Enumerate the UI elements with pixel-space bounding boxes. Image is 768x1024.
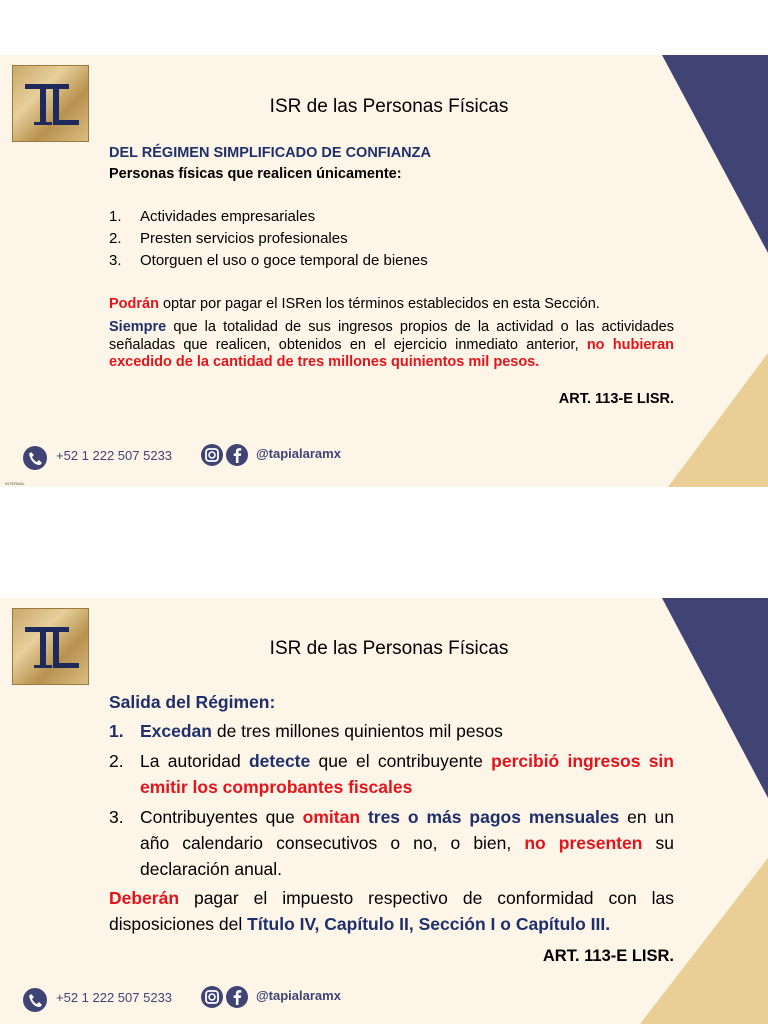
instagram-icon[interactable] [201, 444, 223, 466]
article-reference: ART. 113-E LISR. [558, 391, 674, 407]
regime-heading: DEL RÉGIMEN SIMPLIFICADO DE CONFIANZA [109, 145, 431, 161]
list-item: 2. La autoridad detecte que el contribuyente percibió ingresos sin emitir los comprobantes fiscales [109, 751, 674, 797]
exit-conditions-list [109, 718, 674, 886]
regime-subheading: Personas físicas que realicen únicamente: [109, 166, 402, 182]
list-item: 1. Actividades empresariales [109, 208, 316, 225]
condition-paragraph: Siempre que la totalidad de sus ingresos propios de la actividad o las actividades señaladas que realicen, obtenidos en el ejercicio inmediato anterior, no hubieran excedido de la cantidad de tres millones quinientos mil pesos. [109, 319, 674, 370]
phone-number: +52 1 222 507 5233 [56, 448, 173, 463]
phone-number: +52 1 222 507 5233 [56, 990, 173, 1005]
slide-title: ISR de las Personas Físicas [269, 638, 509, 659]
social-handle[interactable]: @tapialaramx [256, 446, 341, 461]
phone-icon [23, 988, 47, 1012]
list-item: 2. Presten servicios profesionales [109, 230, 348, 247]
footer [0, 443, 768, 473]
list-item: 1. Excedan de tres millones quinientos mil pesos [109, 721, 503, 741]
list-item: 3. Otorguen el uso o goce temporal de bienes [109, 252, 428, 269]
internal-label: INTERNAL [5, 481, 25, 486]
facebook-icon[interactable] [226, 444, 248, 466]
facebook-icon[interactable] [226, 986, 248, 1008]
option-paragraph: Podrán optar por pagar el ISRen los términos establecidos en esta Sección. [109, 296, 600, 312]
social-handle[interactable]: @tapialaramx [256, 988, 341, 1003]
article-reference: ART. 113-E LISR. [542, 947, 674, 965]
slide-title: ISR de las Personas Físicas [269, 96, 509, 117]
activities-list [109, 206, 428, 272]
obligation-paragraph: Deberán pagar el impuesto respectivo de conformidad con las disposiciones del Título IV, Capítulo II, Sección I o Capítulo III. [109, 888, 674, 934]
slide-2 [0, 598, 768, 1024]
exit-heading: Salida del Régimen: [109, 692, 276, 712]
footer [0, 985, 768, 1015]
phone-icon [23, 446, 47, 470]
slide-1 [0, 55, 768, 487]
list-item: 3. Contribuyentes que omitan tres o más pagos mensuales en un año calendario consecutivos o no, o bien, no presenten su declaración anual. [109, 807, 674, 879]
instagram-icon[interactable] [201, 986, 223, 1008]
